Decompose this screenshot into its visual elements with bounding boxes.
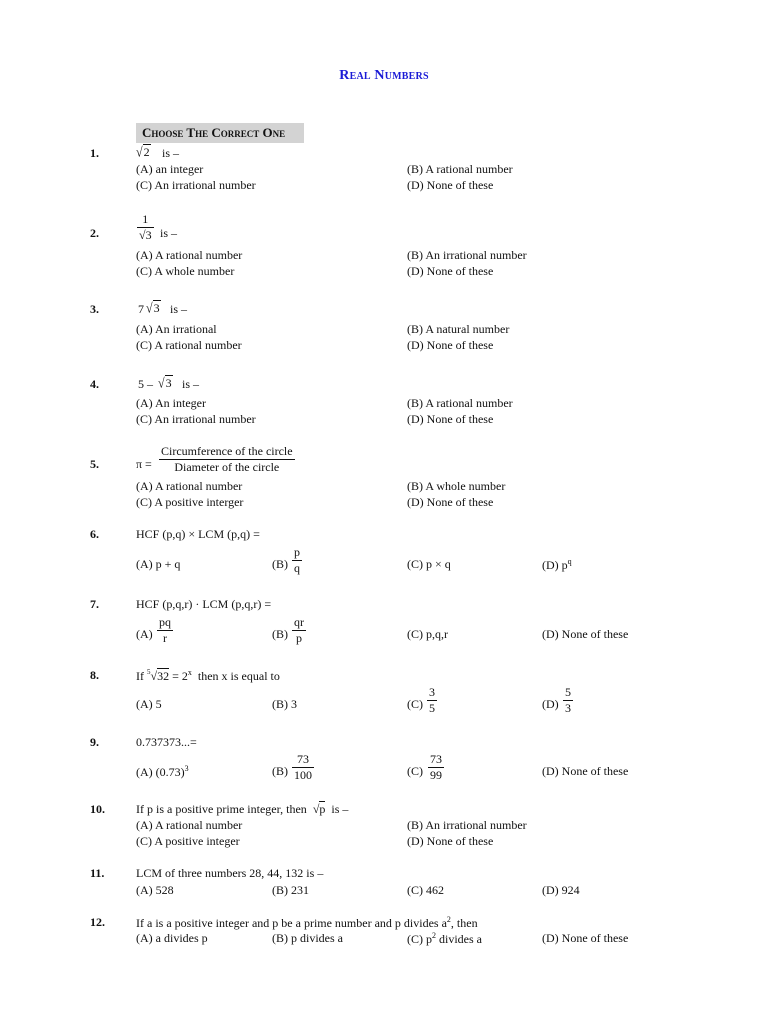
exponent: 3 (184, 764, 189, 773)
option-d-label[interactable]: (D) (542, 697, 559, 711)
square-root: √3 (146, 299, 160, 316)
pi-equals: π = (136, 457, 152, 471)
option-d[interactable]: (D) None of these (542, 627, 629, 641)
fraction-denominator: r (157, 630, 173, 646)
question-stem: HCF (p,q) × LCM (p,q) = (136, 527, 260, 541)
option-d[interactable]: (D) None of these (407, 178, 494, 192)
option-b[interactable]: (B) A natural number (407, 322, 510, 336)
option-b-fraction[interactable] (292, 752, 314, 783)
option-b[interactable]: (B) p divides a (272, 931, 343, 945)
option-c-fraction[interactable] (428, 752, 444, 783)
option-c[interactable]: (C) A rational number (136, 338, 242, 352)
fraction-denominator: 5 (429, 701, 435, 715)
square-root: √2 (136, 143, 150, 160)
exponent: 2 (432, 931, 436, 940)
stem-suffix: then x is equal to (197, 669, 280, 683)
option-a[interactable]: (A) 528 (136, 883, 174, 897)
exponent: 2 (446, 915, 451, 924)
fraction-numerator: p (294, 545, 300, 559)
fraction-numerator: qr (294, 615, 304, 629)
fraction-denominator: Diameter of the circle (159, 459, 295, 475)
option-d[interactable]: (D) None of these (407, 264, 494, 278)
option-a-fraction[interactable] (157, 615, 173, 646)
fraction-denominator: p (292, 630, 306, 646)
stem-prefix: If a is a positive integer and p be a prime number and p divides a (136, 916, 447, 930)
option-a[interactable]: (A) 5 (136, 697, 162, 711)
option-c[interactable]: (C) 462 (407, 883, 444, 897)
question-number: 9. (90, 735, 99, 749)
fraction-numerator: Circumference of the circle (161, 444, 293, 458)
option-d[interactable]: (D) None of these (542, 764, 629, 778)
root-index: 5 (147, 668, 151, 676)
option-b[interactable]: (B) An irrational number (407, 818, 527, 832)
expression-prefix: 5 – (138, 377, 153, 391)
page-title: Real Numbers (339, 68, 429, 83)
fraction-numerator: 5 (565, 685, 571, 699)
fraction-denominator: √3 (139, 228, 152, 242)
fraction-numerator: 73 (430, 752, 442, 766)
option-c-fraction[interactable] (427, 685, 437, 716)
fraction-denominator: 3 (565, 701, 571, 715)
option-b[interactable]: (B) An irrational number (407, 248, 527, 262)
fraction-numerator: pq (159, 615, 171, 629)
option-a[interactable]: (A) an integer (136, 162, 204, 176)
option-b[interactable]: (B) 3 (272, 697, 297, 711)
question-number: 8. (90, 668, 99, 682)
option-a[interactable]: (A) An integer (136, 396, 206, 410)
question-stem: If p is a positive prime integer, then √p is – (136, 802, 349, 816)
stem-suffix: is – (331, 802, 349, 816)
square-root: √3 (158, 374, 172, 391)
question-number: 6. (90, 527, 99, 541)
fraction-denominator: 99 (430, 768, 442, 782)
option-b-fraction[interactable] (292, 615, 306, 646)
option-c[interactable]: (C) A whole number (136, 264, 235, 278)
option-a-label[interactable]: (A) (136, 627, 153, 641)
question-stem: If $^5√32 = 2^x$ then x is equal to (136, 668, 280, 683)
option-a[interactable] (136, 764, 189, 780)
radicand: 2 (143, 145, 150, 159)
question-stem: is – (182, 377, 200, 391)
question-number: 11. (90, 866, 105, 880)
stem-prefix: If p is a positive prime integer, then (136, 802, 307, 816)
section-label: Choose The Correct One (136, 123, 304, 143)
question-stem: HCF (p,q,r) · LCM (p,q,r) = (136, 597, 272, 611)
exponent: x (187, 668, 192, 677)
fraction-denominator: 100 (294, 768, 312, 782)
question-number: 10. (90, 802, 105, 816)
option-a[interactable]: (A) A rational number (136, 818, 243, 832)
option-d[interactable]: (D) None of these (542, 931, 629, 945)
question-number: 1. (90, 146, 99, 160)
radicand: 32 (157, 669, 170, 683)
option-c[interactable]: (C) An irrational number (136, 412, 256, 426)
stem-equals: = 2 (172, 669, 188, 683)
option-d[interactable]: (D) None of these (407, 412, 494, 426)
radicand: 3 (153, 301, 160, 315)
option-c[interactable]: (C) p,q,r (407, 627, 448, 641)
fraction (159, 444, 295, 475)
option-a[interactable]: (A) A rational number (136, 479, 243, 493)
coefficient: 7 (138, 302, 144, 316)
option-b-fraction[interactable] (292, 545, 302, 576)
stem-suffix: , then (450, 916, 478, 930)
option-a[interactable]: (A) a divides p (136, 931, 208, 945)
fraction (137, 212, 154, 243)
option-b[interactable]: (B) 231 (272, 883, 309, 897)
question-stem: is – (160, 226, 178, 240)
option-a[interactable]: (A) p + q (136, 557, 181, 571)
option-c-prefix: (C) p (407, 932, 432, 946)
radicand: p (319, 802, 326, 816)
option-c-label[interactable]: (C) (407, 697, 423, 711)
option-c[interactable]: (C) An irrational number (136, 178, 256, 192)
question-stem: 0.737373...= (136, 735, 197, 749)
question-number: 12. (90, 915, 105, 929)
option-c-suffix: divides a (439, 932, 482, 946)
option-b-label[interactable]: (B) (272, 557, 288, 571)
option-d[interactable]: (D) None of these (407, 834, 494, 848)
option-b[interactable]: (B) A whole number (407, 479, 506, 493)
question-stem (136, 915, 478, 931)
question-number: 3. (90, 302, 99, 316)
stem-prefix: If (136, 669, 144, 683)
option-c[interactable]: (C) A positive interger (136, 495, 244, 509)
fraction-denominator: q (294, 561, 300, 575)
option-a[interactable]: (A) A rational number (136, 248, 243, 262)
question-stem: is – (162, 146, 180, 160)
radicand: 3 (165, 376, 172, 390)
question-number: 2. (90, 226, 99, 240)
option-a-label: (A) (0.73) (136, 765, 185, 779)
option-b-label[interactable]: (B) (272, 627, 288, 641)
option-b[interactable]: (B) A rational number (407, 396, 513, 410)
fraction-numerator: 73 (297, 752, 309, 766)
option-d[interactable] (542, 557, 572, 573)
option-c[interactable]: (C) A positive integer (136, 834, 240, 848)
option-d-label: (D) p (542, 558, 568, 572)
radicand: 3 (145, 228, 152, 242)
option-b[interactable]: (B) A rational number (407, 162, 513, 176)
option-c-label[interactable]: (C) (407, 764, 423, 778)
question-stem: LCM of three numbers 28, 44, 132 is – (136, 866, 324, 880)
fraction-numerator: 1 (142, 212, 149, 226)
fraction-numerator: 3 (429, 685, 435, 699)
option-c[interactable] (407, 931, 482, 947)
option-c[interactable]: (C) p × q (407, 557, 451, 571)
question-number: 5. (90, 457, 99, 471)
exponent: q (567, 557, 572, 566)
question-number: 7. (90, 597, 99, 611)
option-b-label[interactable]: (B) (272, 764, 288, 778)
option-d[interactable]: (D) None of these (407, 495, 494, 509)
question-stem: is – (170, 302, 188, 316)
question-number: 4. (90, 377, 99, 391)
option-d-fraction[interactable] (563, 685, 573, 716)
option-d[interactable]: (D) None of these (407, 338, 494, 352)
option-a[interactable]: (A) An irrational (136, 322, 217, 336)
option-d[interactable]: (D) 924 (542, 883, 580, 897)
